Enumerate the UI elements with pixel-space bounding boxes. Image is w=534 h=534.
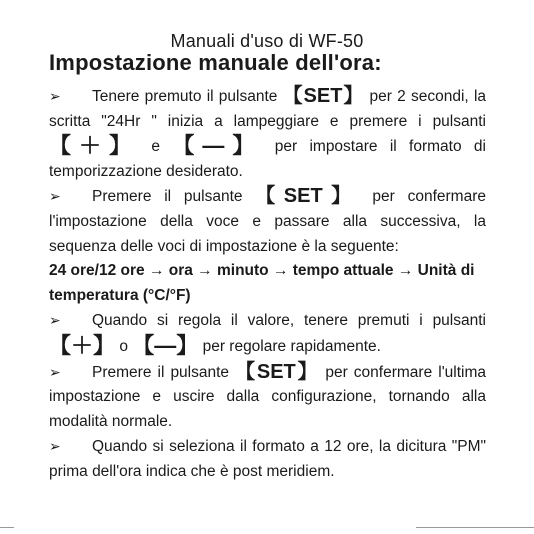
footer-rule-right [416, 527, 534, 528]
step-3-text-a: Quando si regola il valore, tenere premuti i pulsanti [92, 312, 486, 330]
instruction-step-3 [49, 308, 486, 359]
set-key-label: 【SET】 [282, 85, 365, 107]
step-1-text-b: per 2 secondi, la scritta "24Hr " inizia a lampeggiare e premere i pulsanti [49, 88, 487, 130]
footer-rule-left [0, 527, 14, 528]
instruction-step-4 [49, 360, 486, 435]
step-4-text-a: Premere il pulsante [92, 363, 236, 381]
instruction-step-1 [49, 84, 486, 184]
step-2-text-a: Premere il pulsante [92, 188, 256, 206]
instruction-step-5 [49, 434, 486, 484]
minus-key-label: 【—】 [172, 133, 263, 159]
step-2-text-b: per confermare l'impostazione della voce e passare alla successiva, la sequenza delle voci di impostazione è la seguente: [49, 188, 486, 255]
set-key-label: 【SET】 [255, 185, 360, 208]
step-3-text-b: o [115, 337, 133, 355]
set-key-label: 【SET】 [235, 360, 320, 383]
step-1-text-c: e [139, 138, 173, 156]
arrowhead-bullet-icon: ➢ [49, 88, 61, 104]
arrowhead-bullet-icon: ➢ [49, 438, 61, 455]
arrowhead-bullet-icon: ➢ [49, 188, 61, 205]
plus-key-label: 【＋】 [49, 332, 116, 358]
settings-sequence: 24 ore/12 ore → ora → minuto → tempo attuale → Unità di temperatura (°C/°F) [49, 262, 475, 304]
instruction-step-2 [49, 184, 486, 259]
step-3-text-c: per regolare rapidamente. [198, 337, 381, 355]
arrowhead-bullet-icon: ➢ [49, 312, 61, 329]
section-title: Impostazione manuale dell'ora: [49, 50, 382, 75]
minus-key-label: 【—】 [132, 332, 199, 358]
arrowhead-bullet-icon: ➢ [49, 363, 61, 380]
step-4-text-b: per confermare l'ultima impostazione e uscire dalla configurazione, tornando alla modalità normale. [49, 363, 487, 430]
step-1-text-d: per impostare il formato di temporizzazione desiderato. [49, 138, 486, 180]
page-header: Manuali d'uso di WF-50 [170, 31, 364, 51]
plus-key-label: 【＋】 [49, 133, 140, 159]
step-1-text-a: Tenere premuto il pulsante [92, 88, 283, 105]
instructions-body [49, 84, 486, 485]
step-5-text: Quando si seleziona il formato a 12 ore, la dicitura "PM" prima dell'ora indica che è post meridiem. [49, 438, 486, 480]
